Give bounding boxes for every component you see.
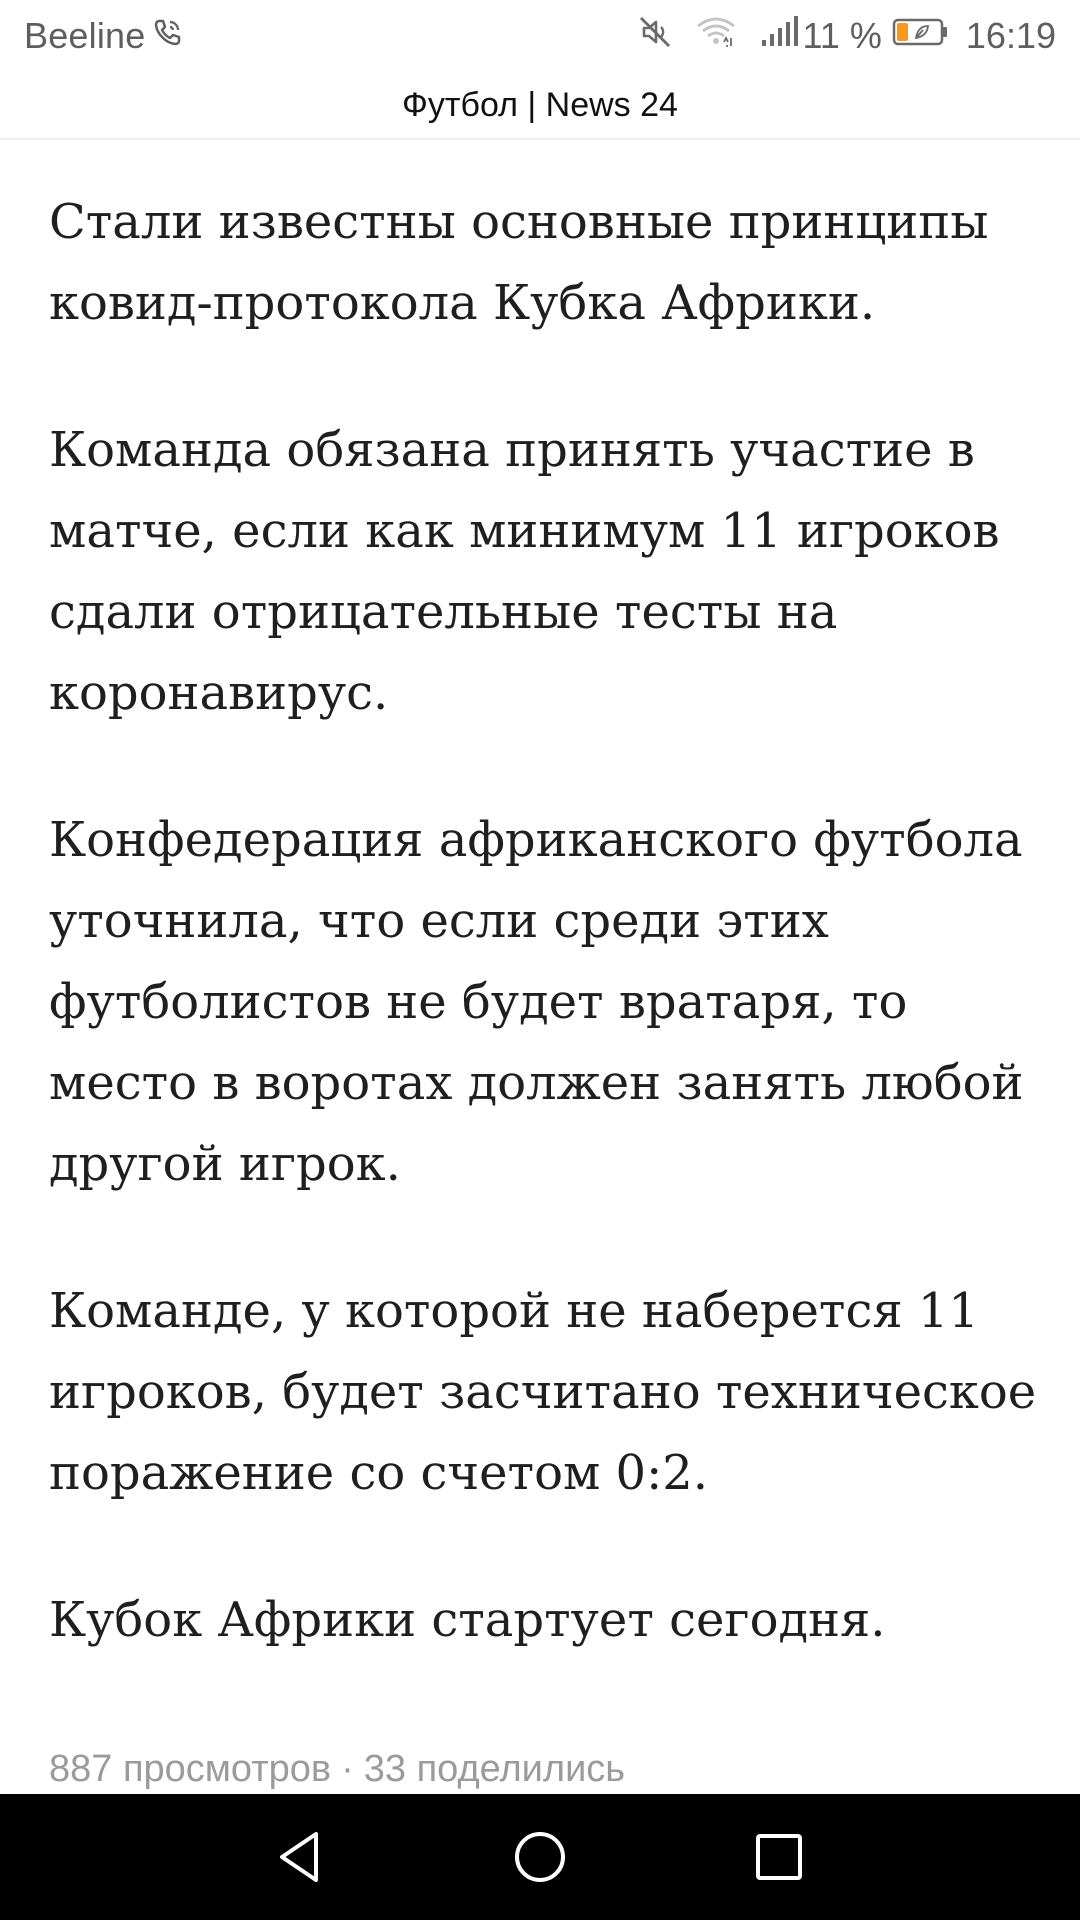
navigation-bar <box>0 1794 1080 1920</box>
views-count: 887 просмотров <box>49 1748 332 1790</box>
call-icon <box>152 15 184 57</box>
status-bar <box>0 0 1080 72</box>
stats-separator: · <box>341 1748 354 1790</box>
article-paragraph: Команда обязана принять участие в матче, если как минимум 11 игроков сдали отрицательные тесты на коронавирус. <box>49 422 1000 721</box>
article-paragraph: Конфедерация африканского футбола уточнила, что если среди этих футболистов не будет вратаря, то место в воротах должен занять любой другой игрок. <box>49 812 1024 1192</box>
battery-icon <box>892 15 950 57</box>
home-icon[interactable] <box>509 1826 571 1888</box>
article-stats <box>49 1748 625 1791</box>
clock: 16:19 <box>965 15 1056 56</box>
shares-count: 33 поделились <box>363 1748 626 1790</box>
recent-apps-icon[interactable] <box>748 1826 810 1888</box>
status-left <box>24 14 184 58</box>
article-paragraph: Команде, у которой не наберется 11 игроков, будет засчитано техническое поражение со счетом 0:2. <box>49 1283 1037 1501</box>
back-icon[interactable] <box>270 1826 332 1888</box>
article-body <box>49 182 1039 1661</box>
carrier-name: Beeline <box>24 15 146 56</box>
page-title: Футбол | News 24 <box>402 86 678 124</box>
wifi-icon <box>695 14 737 59</box>
status-right <box>637 14 1056 58</box>
mute-icon <box>637 14 673 59</box>
title-bar <box>0 72 1080 140</box>
signal-icon <box>759 14 799 59</box>
battery-percent: 11 % <box>802 15 882 56</box>
article-paragraph: Стали известны основные принципы ковид-протокола Кубка Африки. <box>49 194 989 331</box>
article-paragraph: Кубок Африки стартует сегодня. <box>49 1592 886 1648</box>
